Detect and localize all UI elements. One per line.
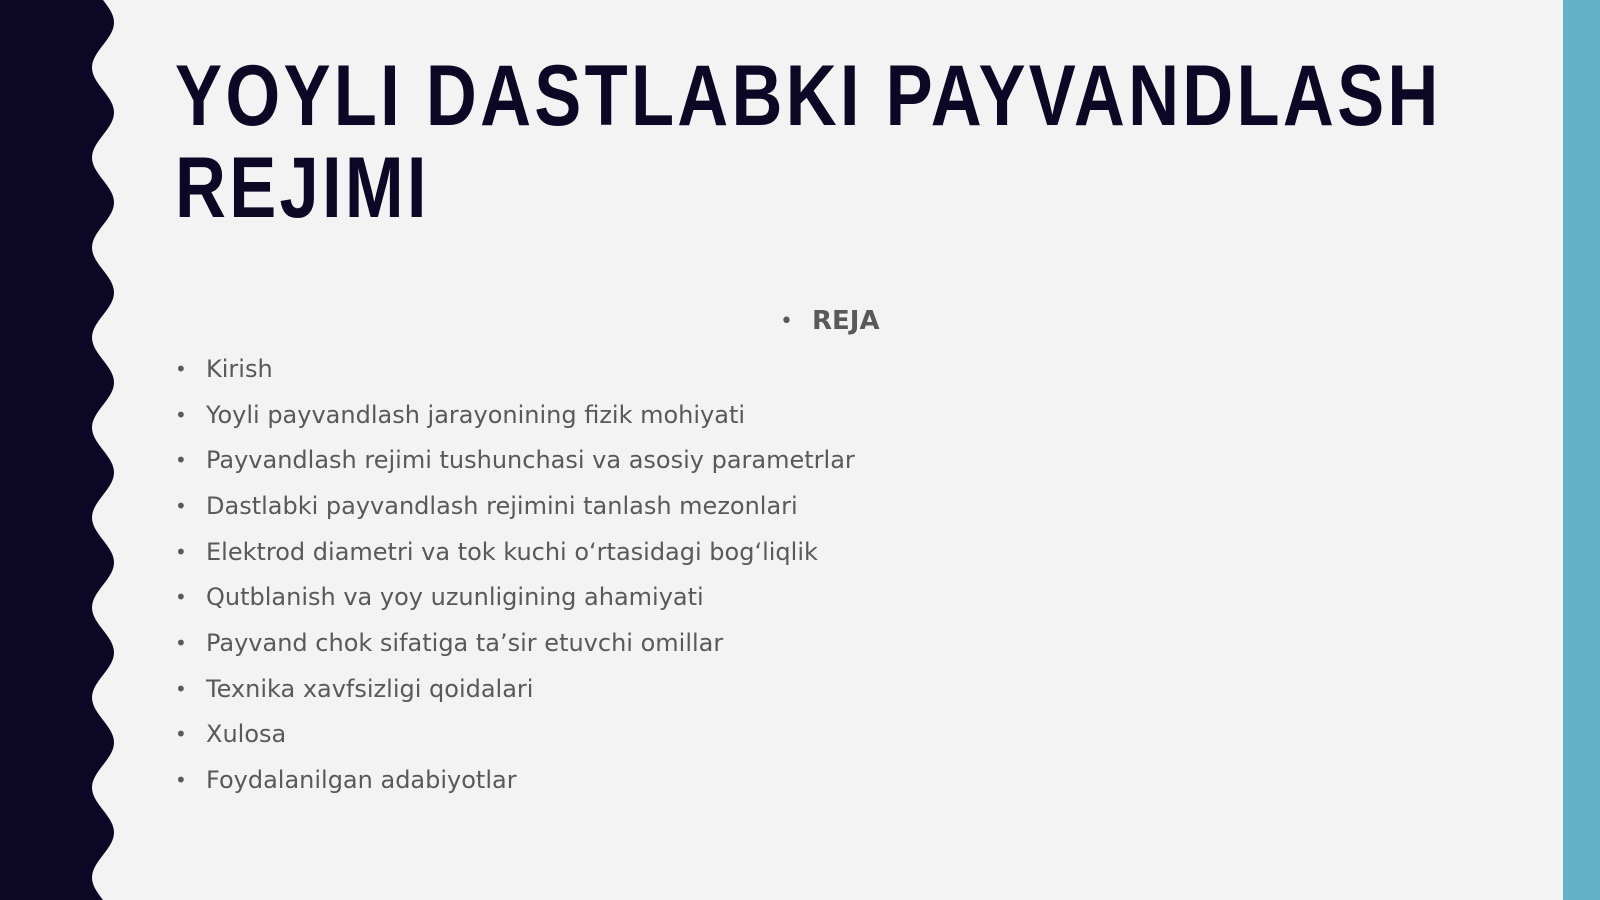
agenda-item xyxy=(175,574,855,620)
agenda-item xyxy=(175,483,855,529)
agenda-item-text: Kirish xyxy=(206,354,273,383)
bullet-icon: • xyxy=(175,585,187,610)
agenda-item-text: Texnika xavfsizligi qoidalari xyxy=(206,674,534,703)
slide-title xyxy=(175,48,1442,236)
title-line-1: YOYLI DASTLABKI PAYVANDLASH xyxy=(175,48,1442,144)
agenda-item xyxy=(175,392,855,438)
agenda-item xyxy=(175,437,855,483)
agenda-item-text: Yoyli payvandlash jarayonining fizik mohiyati xyxy=(206,400,746,429)
bullet-icon: • xyxy=(175,768,187,793)
bullet-icon: • xyxy=(175,676,187,701)
subheading xyxy=(780,306,880,336)
subheading-text: REJA xyxy=(812,306,880,336)
bullet-icon: • xyxy=(175,722,187,747)
agenda-item-text: Payvand chok sifatiga ta’sir etuvchi omillar xyxy=(206,628,724,657)
agenda-item-text: Dastlabki payvandlash rejimini tanlash mezonlari xyxy=(206,491,798,520)
bullet-icon: • xyxy=(175,493,187,518)
bullet-icon: • xyxy=(175,448,187,473)
agenda-item xyxy=(175,346,855,392)
agenda-item xyxy=(175,620,855,666)
accent-bar xyxy=(1563,0,1600,900)
agenda-item xyxy=(175,666,855,712)
agenda-item xyxy=(175,757,855,803)
agenda-item-text: Xulosa xyxy=(206,720,287,749)
bullet-icon: • xyxy=(175,402,187,427)
agenda-item-text: Elektrod diametri va tok kuchi o‘rtasidagi bog‘liqlik xyxy=(206,537,818,566)
agenda-item-text: Payvandlash rejimi tushunchasi va asosiy parametrlar xyxy=(206,446,855,475)
wave-decoration xyxy=(0,0,130,900)
agenda-item-text: Qutblanish va yoy uzunligining ahamiyati xyxy=(206,583,704,612)
agenda-list xyxy=(175,346,855,803)
agenda-item xyxy=(175,529,855,575)
agenda-item-text: Foydalanilgan adabiyotlar xyxy=(206,766,517,795)
bullet-icon: • xyxy=(175,356,187,381)
bullet-icon: • xyxy=(175,630,187,655)
agenda-item xyxy=(175,712,855,758)
title-line-2: REJIMI xyxy=(175,140,430,236)
bullet-icon: • xyxy=(780,308,793,334)
wave-shape xyxy=(0,0,114,900)
bullet-icon: • xyxy=(175,539,187,564)
